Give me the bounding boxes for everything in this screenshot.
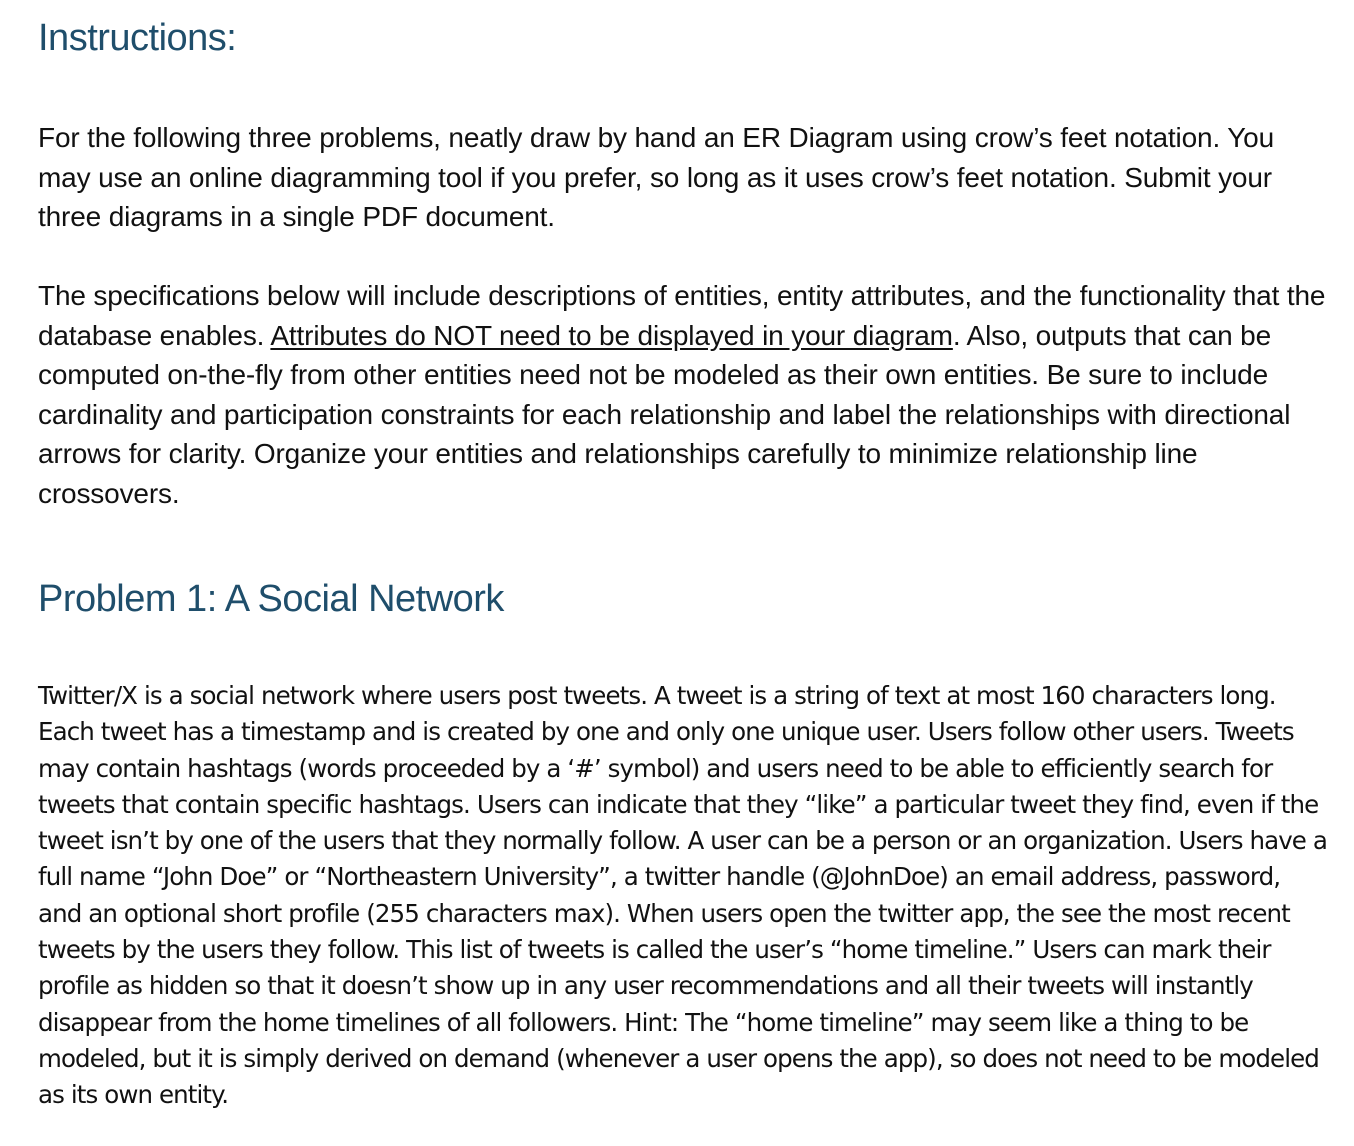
spec-text-before: The specifications below will include descriptions of entities, entity attributes, and the functionality that the database enables. (38, 280, 1326, 351)
problem1-description: Twitter/X is a social network where users post tweets. A tweet is a string of text at most 160 characters long. Each tweet has a timestamp and is created by one and only one unique user. Users follow other users. Tweets may contain hashtags (words proceeded by a ‘#’ symbol) and users need to be able to efficiently search for tweets that contain specific hashtags. Users can indicate that they “like” a particular tweet they find, even if the tweet isn’t by one of the users that they normally follow. A user can be a person or an organization. Users have a full name “John Doe” or “Northeastern University”, a twitter handle (@JohnDoe) an email address, password, and an optional short profile (255 characters max). When users open the twitter app, the see the most recent tweets by the users they follow. This list of tweets is called the user’s “home timeline.” Users can mark their profile as hidden so that it doesn’t show up in any user recommendations and all their tweets will instantly disappear from the home timelines of all followers. Hint: The “home timeline” may seem like a thing to be modeled, but it is simply derived on demand (whenever a user opens the app), so does not need to be modeled as its own entity. (38, 681, 1327, 1110)
problem1-heading: Problem 1: A Social Network (38, 578, 504, 620)
specifications-paragraph (38, 276, 1328, 514)
instructions-intro-paragraph: For the following three problems, neatly draw by hand an ER Diagram using crow’s feet notation. You may use an online diagramming tool if you prefer, so long as it uses crow’s feet notation. Submit your three diagrams in a single PDF document. (38, 122, 1275, 233)
spec-underlined-text: Attributes do NOT need to be displayed in your diagram (270, 319, 953, 351)
instructions-heading: Instructions: (38, 17, 237, 59)
spec-text-after: . Also, outputs that can be computed on-the-fly from other entities need not be modeled as their own entities. Be sure to include cardinality and participation constraints for each relationship and label the relationships with directional arrows for clarity. Organize your entities and relationships carefully to minimize relationship line crossovers. (38, 319, 1291, 509)
